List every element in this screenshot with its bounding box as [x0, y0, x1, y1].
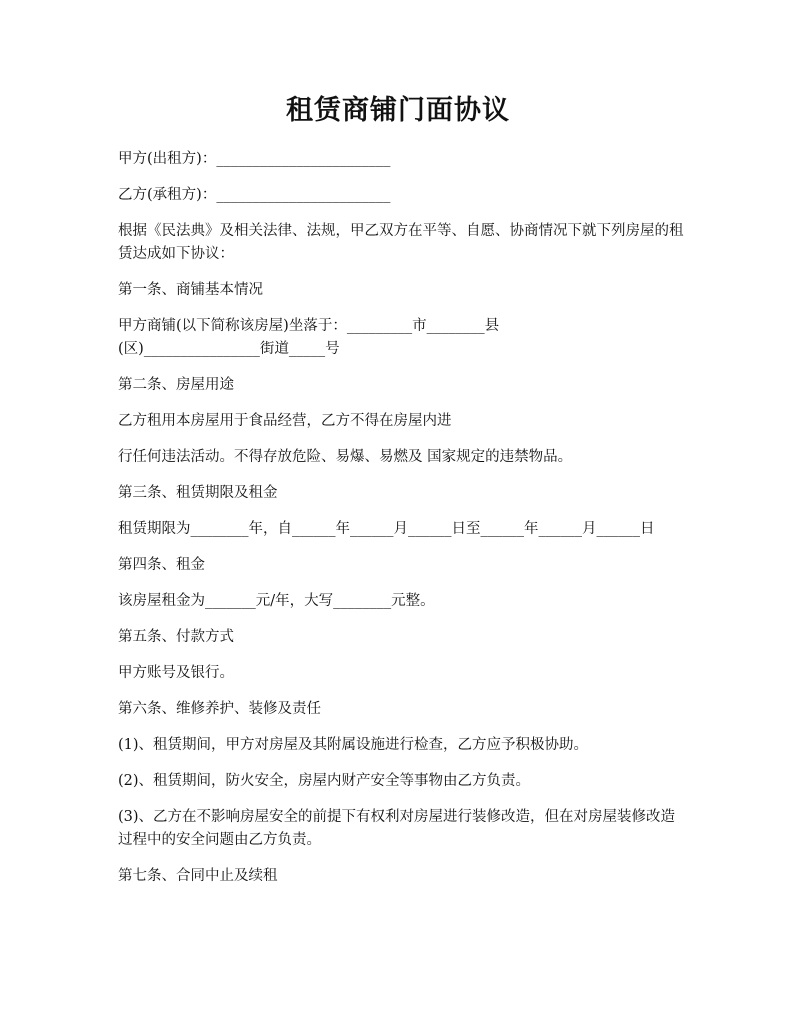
article-2-body-2: 行任何违法活动。不得存放危险、易爆、易燃及 国家规定的违禁物品。 [118, 449, 573, 465]
article-1-heading: 第一条、商铺基本情况 [118, 282, 263, 298]
article-5-heading: 第五条、付款方式 [118, 629, 234, 645]
article-3-body: 租赁期限为________年，自______年______月______日至______年______月______日 [118, 521, 655, 537]
article-4-body: 该房屋租金为_______元/年，大写________元整。 [118, 593, 435, 609]
article-6-item-3: (3)、乙方在不影响房屋安全的前提下有权利对房屋进行装修改造，但在对房屋装修改造过程中的安全问题由乙方负责。 [118, 809, 676, 848]
article-2-body-1: 乙方租用本房屋用于食品经营，乙方不得在房屋内进 [118, 413, 452, 429]
document-title: 租赁商铺门面协议 [286, 95, 510, 126]
article-6-heading: 第六条、维修养护、装修及责任 [118, 701, 321, 717]
party-a-line: 甲方(出租方)：________________________ [118, 151, 391, 167]
article-1-body: 甲方商铺(以下简称该房屋)坐落于：_________市________县 (区)________________街道_____号 [118, 318, 500, 357]
intro-paragraph: 根据《民法典》及相关法律、法规，甲乙双方在平等、自愿、协商情况下就下列房屋的租赁达成如下协议： [118, 223, 684, 262]
document-body [118, 148, 684, 888]
party-b-line: 乙方(承租方)：________________________ [118, 187, 391, 203]
article-6-item-1: (1)、租赁期间，甲方对房屋及其附属设施进行检查，乙方应予积极协助。 [118, 737, 589, 753]
article-7-heading: 第七条、合同中止及续租 [118, 868, 278, 884]
article-5-body: 甲方账号及银行。 [118, 665, 234, 681]
article-2-heading: 第二条、房屋用途 [118, 377, 234, 393]
article-4-heading: 第四条、租金 [118, 557, 205, 573]
article-3-heading: 第三条、租赁期限及租金 [118, 485, 278, 501]
article-6-item-2: (2)、租赁期间，防火安全，房屋内财产安全等事物由乙方负责。 [118, 773, 531, 789]
